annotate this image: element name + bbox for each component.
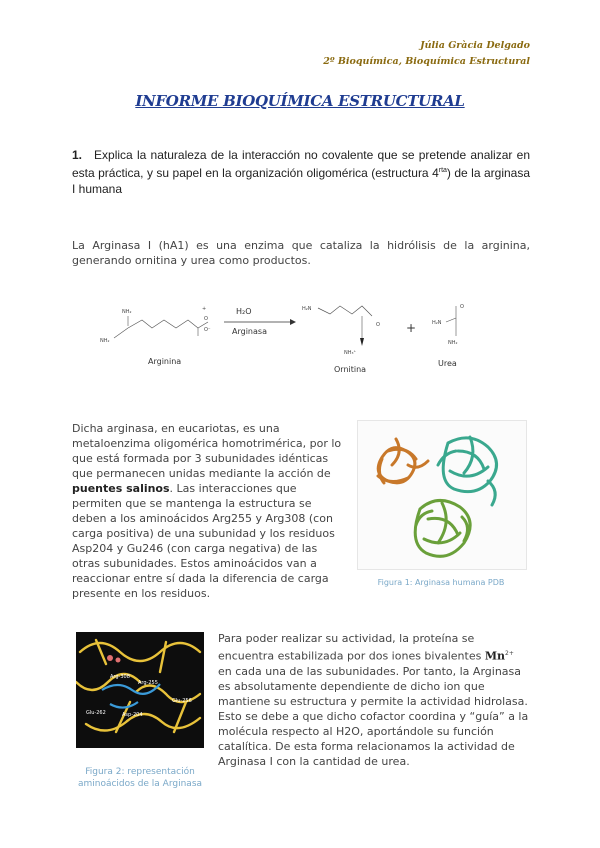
label-arg255: Arg-255 — [138, 680, 158, 686]
question-text-before: Explica la naturaleza de la interacción no covalente que se pretende analizar en esta práctica, y su papel en la organización oligomérica (estructura 4 — [72, 148, 530, 180]
urea-structure — [432, 304, 464, 368]
figure-1-caption: Figura 1: Arginasa humana PDB — [377, 578, 505, 587]
page-title: INFORME BIOQUÍMICA ESTRUCTURAL — [135, 92, 465, 110]
enzyme-label: Arginasa — [232, 327, 267, 336]
paragraph-manganese — [218, 631, 530, 769]
reaction-arrow — [224, 307, 296, 336]
para2-text-2: . Las interacciones que permiten que se mantenga la estructura se deben a los aminoácidos Arg255 y Arg308 (con carga positiva) de una subunidad y los residuos Asp204 y Gu246 (con carga negativa) de las otras subunidades. Estos aminoácidos van a reaccionar entre sí dada la diferencia de carga presente en los residuos. — [72, 482, 335, 600]
atom-plus-sign: + — [202, 306, 207, 312]
para3-text-2: en cada una de las subunidades. Por tanto, la Arginasa es absolutamente dependiente de dicho ion que mantiene su estructura y permite la actividad hidrolasa. Esto se debe a que dicho cofactor coordina y “guía” a la molécula respecto al H2O, aportándole su función catalítica. De esta forma relacionamos la actividad de Arginasa I con la cantidad de urea. — [218, 664, 529, 768]
manganese-ion — [116, 658, 121, 663]
question-text-after: ) de la arginasa I humana — [72, 166, 531, 196]
urea-label: Urea — [438, 359, 457, 368]
residue-interaction-render — [76, 632, 204, 748]
figure-2-image — [76, 632, 204, 748]
para2-bold-term: puentes salinos — [72, 482, 170, 495]
para3-ion-charge: 2+ — [505, 650, 514, 657]
reaction-scheme — [90, 298, 530, 378]
label-asp204: Asp-204 — [122, 712, 143, 718]
atom-nh2-top: NH₂ — [122, 309, 132, 315]
atom-nh2-low: NH₂ — [100, 338, 110, 344]
urea-o: O — [460, 304, 464, 310]
subunit-orange — [378, 439, 428, 483]
para3-text-1: Para poder realizar su actividad, la proteína se encuentra estabilizada por dos iones bivalentes — [218, 632, 485, 663]
atom-carboxyl-o: O — [376, 322, 380, 328]
arginase-protein-render — [358, 421, 526, 569]
label-glu262: Glu-262 — [86, 710, 106, 716]
question-number: 1. — [72, 148, 83, 162]
subunit-teal — [438, 437, 497, 505]
question-1 — [72, 147, 530, 197]
atom-nh3: NH₃⁺ — [344, 350, 357, 356]
figure-2-caption-line2: aminoácidos de la Arginasa — [77, 779, 203, 789]
atom-o-minus: O⁻ — [204, 327, 211, 333]
ornithine-label: Ornitina — [334, 365, 367, 374]
ornithine-structure — [302, 306, 380, 374]
para2-text-1: Dicha arginasa, en eucariotas, es una metaloenzima oligomérica homotrimérica, por lo que está formada por 3 subunidades idénticas que permanecen unidas mediante la acción de — [72, 422, 342, 480]
intro-paragraph: La Arginasa I (hA1) es una enzima que cataliza la hidrólisis de la arginina, generando ornitina y urea como productos. — [72, 239, 530, 267]
figure-2-caption — [62, 766, 218, 790]
plus-symbol: + — [406, 321, 417, 335]
arginine-label: Arginina — [148, 357, 182, 366]
course-name: 2º Bioquímica, Bioquímica Estructural — [323, 56, 530, 67]
label-arg308: Arg-308 — [110, 674, 130, 680]
urea-h2n: H₂N — [432, 320, 442, 326]
label-glu256: Glu-256 — [172, 698, 192, 704]
author-name: Júlia Gràcia Delgado — [420, 40, 530, 51]
paragraph-trimer — [72, 421, 344, 601]
urea-nh2: NH₂ — [448, 340, 458, 346]
atom-h2n: H₂N — [302, 306, 312, 312]
reagent-water: H₂O — [236, 307, 252, 316]
manganese-ion — [107, 655, 113, 661]
question-superscript: rta — [438, 167, 447, 174]
subunit-green — [415, 500, 470, 556]
arginine-structure — [100, 306, 211, 366]
para3-ion: Mn — [484, 649, 506, 663]
figure-2-caption-line1: Figura 2: representación — [85, 767, 195, 777]
atom-o: O — [204, 316, 208, 322]
figure-1-image — [357, 420, 527, 570]
